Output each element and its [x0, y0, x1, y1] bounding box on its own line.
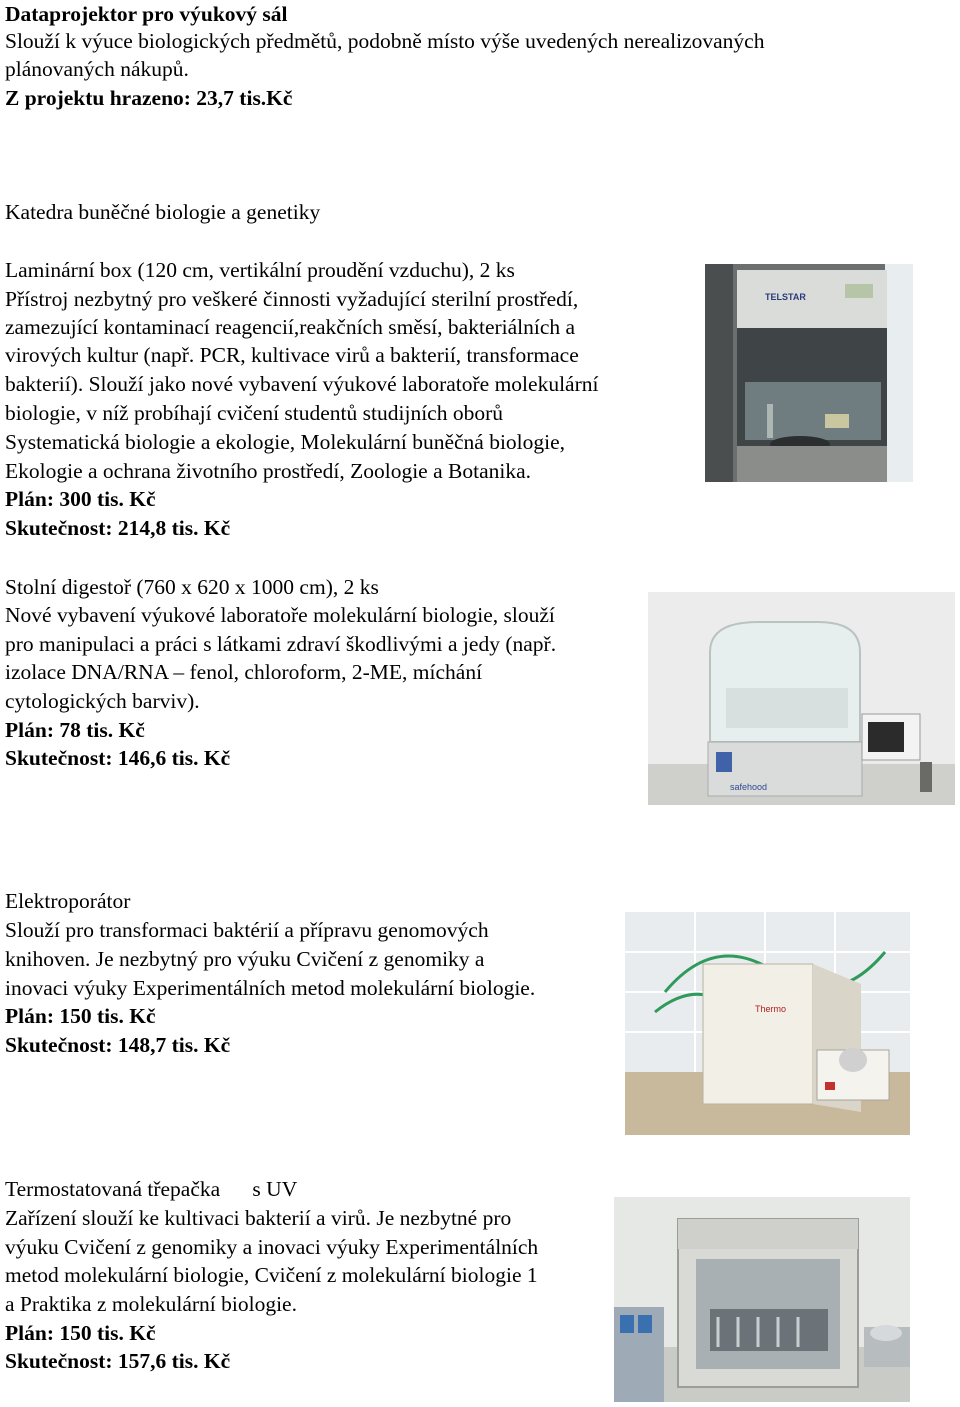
item-desc-line: pro manipulaci a práci s látkami zdraví škodlivými a jedy (např.: [5, 632, 557, 656]
department-heading: Katedra buněčné biologie a genetiky: [5, 200, 321, 224]
item-desc-line: Nové vybavení výukové laboratoře molekulární biologie, slouží: [5, 603, 555, 627]
item-desc-line: bakterií). Slouží jako nové vybavení výukové laboratoře molekulární: [5, 372, 599, 396]
item-desc-line: výuku Cvičení z genomiky a inovaci výuky Experimentálních: [5, 1235, 539, 1259]
item-desc-line: Zařízení slouží ke kultivaci bakterií a virů. Je nezbytné pro: [5, 1206, 512, 1230]
projector-desc-line: plánovaných nákupů.: [5, 57, 189, 81]
item-desc-line: cytologických barviv).: [5, 689, 200, 713]
item-desc-line: Ekologie a ochrana životního prostředí, Zoologie a Botanika.: [5, 459, 532, 483]
item-desc-line: metod molekulární biologie, Cvičení z molekulární biologie 1: [5, 1263, 538, 1287]
item-title: Laminární box (120 cm, vertikální proudění vzduchu), 2 ks: [5, 258, 515, 282]
item-plan: Plán: 150 tis. Kč: [5, 1321, 156, 1345]
item-desc-line: inovaci výuky Experimentálních metod molekulární biologie.: [5, 976, 536, 1000]
projector-desc-line: Slouží k výuce biologických předmětů, podobně místo výše uvedených nerealizovaných: [5, 29, 765, 53]
item-desc-line: Přístroj nezbytný pro veškeré činnosti vyžadující sterilní prostředí,: [5, 287, 579, 311]
fume-hood-photo: [648, 592, 955, 805]
item-desc-line: Systematická biologie a ekologie, Molekulární buněčná biologie,: [5, 430, 566, 454]
item-desc-line: a Praktika z molekulární biologie.: [5, 1292, 297, 1316]
hood-brand-text: safehood: [730, 782, 768, 792]
electroporator-photo: [625, 912, 910, 1135]
item-desc-line: virových kultur (např. PCR, kultivace virů a bakterií, transformace: [5, 343, 579, 367]
shaker-photo: [614, 1197, 910, 1402]
item-plan: Plán: 78 tis. Kč: [5, 718, 145, 742]
item-plan: Plán: 300 tis. Kč: [5, 487, 156, 511]
electro-brand-text: Thermo: [755, 1004, 787, 1014]
item-title: Elektroporátor: [5, 889, 131, 913]
laminar-brand-text: TELSTAR: [765, 292, 806, 302]
item-title: Stolní digestoř (760 x 620 x 1000 cm), 2 ks: [5, 575, 379, 599]
item-desc-line: zamezující kontaminací reagencií,reakčních směsí, bakteriálních a: [5, 315, 576, 339]
item-desc-line: knihoven. Je nezbytný pro výuku Cvičení z genomiky a: [5, 947, 485, 971]
laminar-box-photo: [705, 264, 913, 482]
item-desc-line: Slouží pro transformaci baktérií a přípravu genomových: [5, 918, 489, 942]
item-actual: Skutečnost: 148,7 tis. Kč: [5, 1033, 231, 1057]
item-actual: Skutečnost: 146,6 tis. Kč: [5, 746, 231, 770]
item-title: Termostatovaná třepačka s UV: [5, 1177, 298, 1201]
item-desc-line: izolace DNA/RNA – fenol, chloroform, 2-ME, míchání: [5, 660, 483, 684]
item-actual: Skutečnost: 214,8 tis. Kč: [5, 516, 231, 540]
item-plan: Plán: 150 tis. Kč: [5, 1004, 156, 1028]
item-actual: Skutečnost: 157,6 tis. Kč: [5, 1349, 231, 1373]
projector-title: Dataprojektor pro výukový sál: [5, 2, 288, 26]
projector-funded: Z projektu hrazeno: 23,7 tis.Kč: [5, 86, 293, 110]
item-desc-line: biologie, v níž probíhají cvičení studentů studijních oborů: [5, 401, 503, 425]
